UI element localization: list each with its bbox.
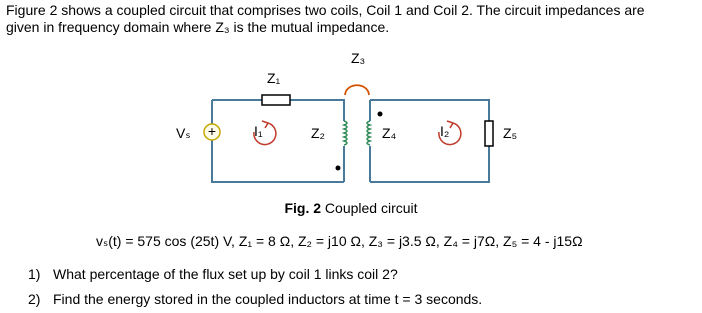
question-2-text: Find the energy stored in the coupled inductors at time t = 3 seconds. [53,291,483,307]
question-1-number: 1) [28,266,41,282]
z1-resistor-icon [262,95,290,105]
circuit-values-line: vₛ(t) = 575 cos (25t) V, Z₁ = 8 Ω, Z₂ = j10 Ω, Z₃ = j3.5 Ω, Z₄ = j7Ω, Z₅ = 4 - j15Ω [96,233,583,249]
intro-line-1: Figure 2 shows a coupled circuit that comprises two coils, Coil 1 and Coil 2. The circuit impedances are [6,2,645,18]
coil-2-icon [367,121,370,145]
intro-line-2: given in frequency domain where Z₃ is the mutual impedance. [6,19,390,35]
source-plus-sign: + [207,123,217,139]
i1-label: I₁ [254,123,263,139]
z5-label: Z₅ [503,125,518,141]
question-2 [28,291,482,307]
z4-label: Z₄ [382,125,397,141]
mutual-coupling-arc-icon [345,85,369,95]
question-1 [28,266,398,282]
z1-label: Z₁ [267,70,281,86]
i2-label: I₂ [440,123,450,139]
z5-impedance-icon [485,121,493,146]
coil-1-dot [336,166,341,171]
z3-label: Z₃ [351,50,366,66]
question-2-number: 2) [28,291,41,307]
z2-label: Z₂ [311,125,325,141]
left-loop-wires [212,100,344,182]
source-label: Vₛ [176,125,191,141]
coil-1-icon [344,121,347,145]
coil-2-dot [378,112,383,117]
figure-caption-text: Coupled circuit [321,200,418,216]
figure-caption-prefix: Fig. 2 [284,200,322,216]
figure-caption [0,200,702,216]
right-loop-wires [370,100,489,182]
question-1-text: What percentage of the flux set up by coil 1 links coil 2? [53,266,398,282]
